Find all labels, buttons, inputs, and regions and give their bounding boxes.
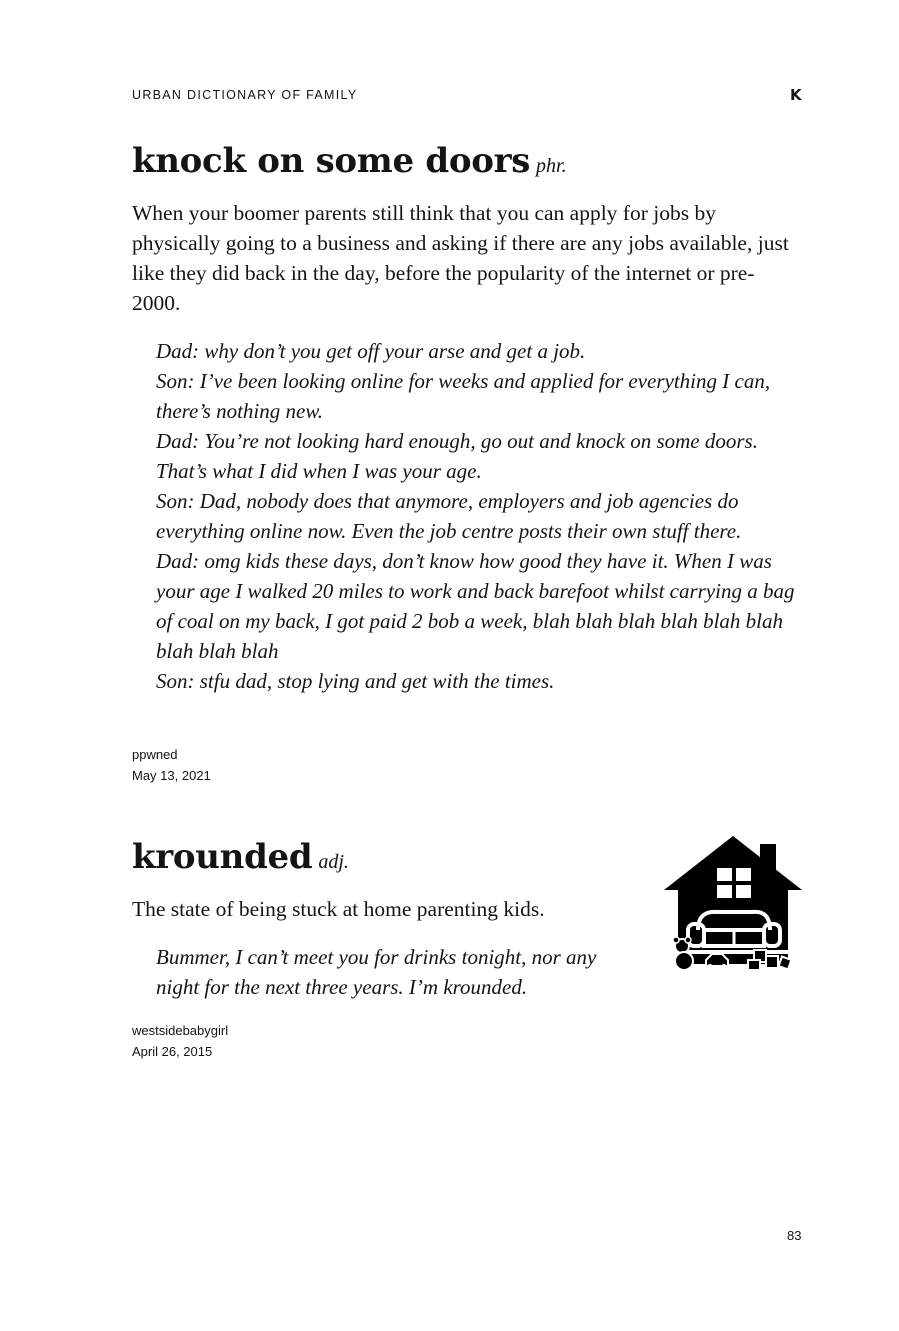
entry-example [156,336,811,696]
headword-text: krounded [132,837,313,877]
house-with-sofa-and-toys-icon [662,834,804,974]
entry-example [156,942,634,1002]
entry-date: May 13, 2021 [132,768,211,783]
example-line: Bummer, I can’t meet you for drinks tonight, nor any night for the next three years. I’m krounded. [156,945,597,999]
entry-definition: The state of being stuck at home parenting kids. [132,897,545,921]
part-of-speech: adj. [318,851,349,873]
entry-author: westsidebabygirl [132,1023,229,1038]
example-line: Son: stfu dad, stop lying and get with the times. [156,669,555,693]
example-line: Dad: why don’t you get off your arse and get a job. [156,339,586,363]
entry-definition: When your boomer parents still think that you can apply for jobs by physically going to a business and asking if there are any jobs available, just like they did back in the day, before the popularity of the internet or pre-2000. [132,201,789,315]
entry-meta [132,744,211,786]
entry-date: April 26, 2015 [132,1044,213,1059]
headword-text: knock on some doors [132,141,531,181]
example-line: Dad: You’re not looking hard enough, go out and knock on some doors. That’s what I did when I was your age. [156,429,758,483]
page-number: 83 [787,1228,802,1243]
entry-meta [132,1020,228,1062]
example-line: Dad: omg kids these days, don’t know how good they have it. When I was your age I walked 20 miles to work and back barefoot whilst carrying a bag of coal on my back, I got paid 2 bob a week, blah blah blah blah blah blah blah blah blah [156,549,795,663]
example-line: Son: I’ve been looking online for weeks and applied for everything I can, there’s nothing new. [156,369,771,423]
entry-headword [132,139,567,188]
example-line: Son: Dad, nobody does that anymore, employers and job agencies do everything online now. Even the job centre posts their own stuff there. [156,489,742,543]
entry-headword [132,835,349,884]
running-head: URBAN DICTIONARY OF FAMILY [132,88,358,102]
part-of-speech: phr. [536,155,567,177]
section-letter: K [790,86,802,104]
entry-author: ppwned [132,747,178,762]
